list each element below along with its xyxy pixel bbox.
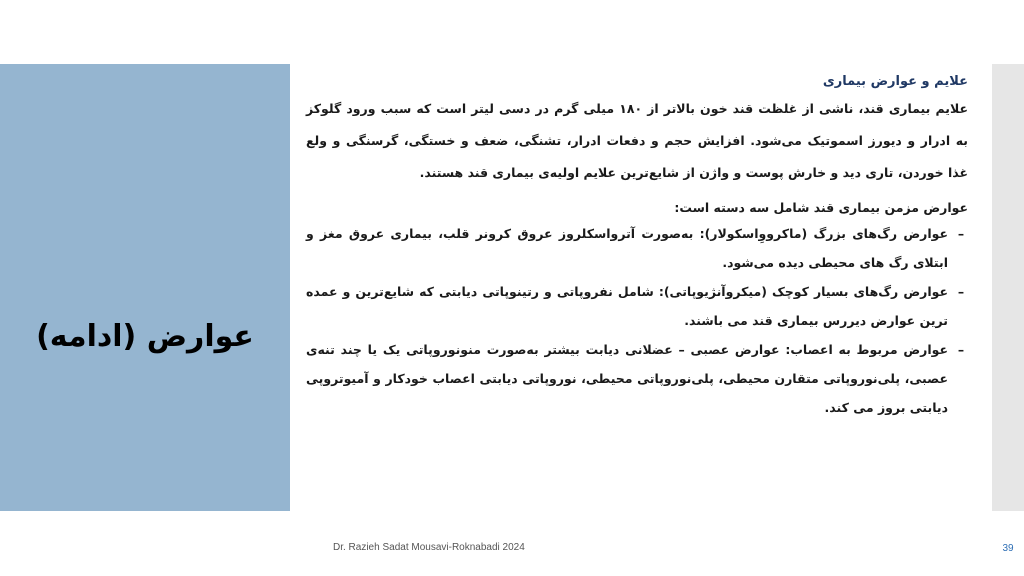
content-panel	[290, 64, 992, 511]
complications-intro: عوارض مزمن بیماری قند شامل سه دسته است:	[674, 200, 968, 215]
bullet-dash: –	[957, 226, 965, 241]
page-number: 39	[1002, 543, 1014, 554]
symptoms-paragraph: علایم بیماری قند، ناشی از غلظت قند خون بالاتر از ۱۸۰ میلی گرم در دسی لیتر است که سبب ورود گلوکز به ادرار و دیورز اسموتیک می‌شود. افزایش حجم و دفعات ادرار، تشنگی، ضعف و خستگی، گرسنگی و ولع غذا خوردن، تاری دید و خارش پوست و واژن از شایع‌ترین علایم اولیه‌ی بیماری قند هستند.	[306, 101, 968, 180]
bullet-dash: –	[957, 342, 965, 357]
slide-title: عوارض (ادامه)	[36, 319, 254, 354]
section-heading: علایم و عوارض بیماری	[822, 74, 968, 89]
document-image	[306, 74, 968, 422]
complications-list	[306, 219, 968, 422]
list-item-text: عوارض مربوط به اعصاب: عوارض عصبی – عضلانی دیابت بیشتر به‌صورت منونوروپاتی یک یا چند تنه‌ی عصبی، پلی‌نوروپاتی متقارن محیطی، پلی‌نوروپاتی محیطی، نوروپاتی دیابتی اعصاب خودکار و آمیوتروپی دیابتی بروز می کند.	[306, 342, 948, 415]
title-panel	[0, 64, 290, 511]
list-item	[306, 219, 968, 277]
list-item	[306, 277, 968, 335]
list-item-text: عوارض رگ‌های بسیار کوچک (میکروآنژیوپاتی): شامل نفروپاتی و رتینوپاتی دیابتی که شایع‌ترین و عمده ترین عوارض دیررس بیماری قند می باشند.	[306, 284, 948, 328]
right-decor-strip	[992, 64, 1024, 511]
list-item	[306, 335, 968, 422]
list-item-text: عوارض رگ‌های بزرگ (ماکرووِاسکولار): به‌صورت آترواسکلروز عروق کرونر قلب، بیماری عروق مغز و ابتلای رگ های محیطی دیده می‌شود.	[306, 226, 948, 270]
bullet-dash: –	[957, 284, 965, 299]
footer-author: Dr. Razieh Sadat Mousavi-Roknabadi 2024	[333, 542, 525, 553]
